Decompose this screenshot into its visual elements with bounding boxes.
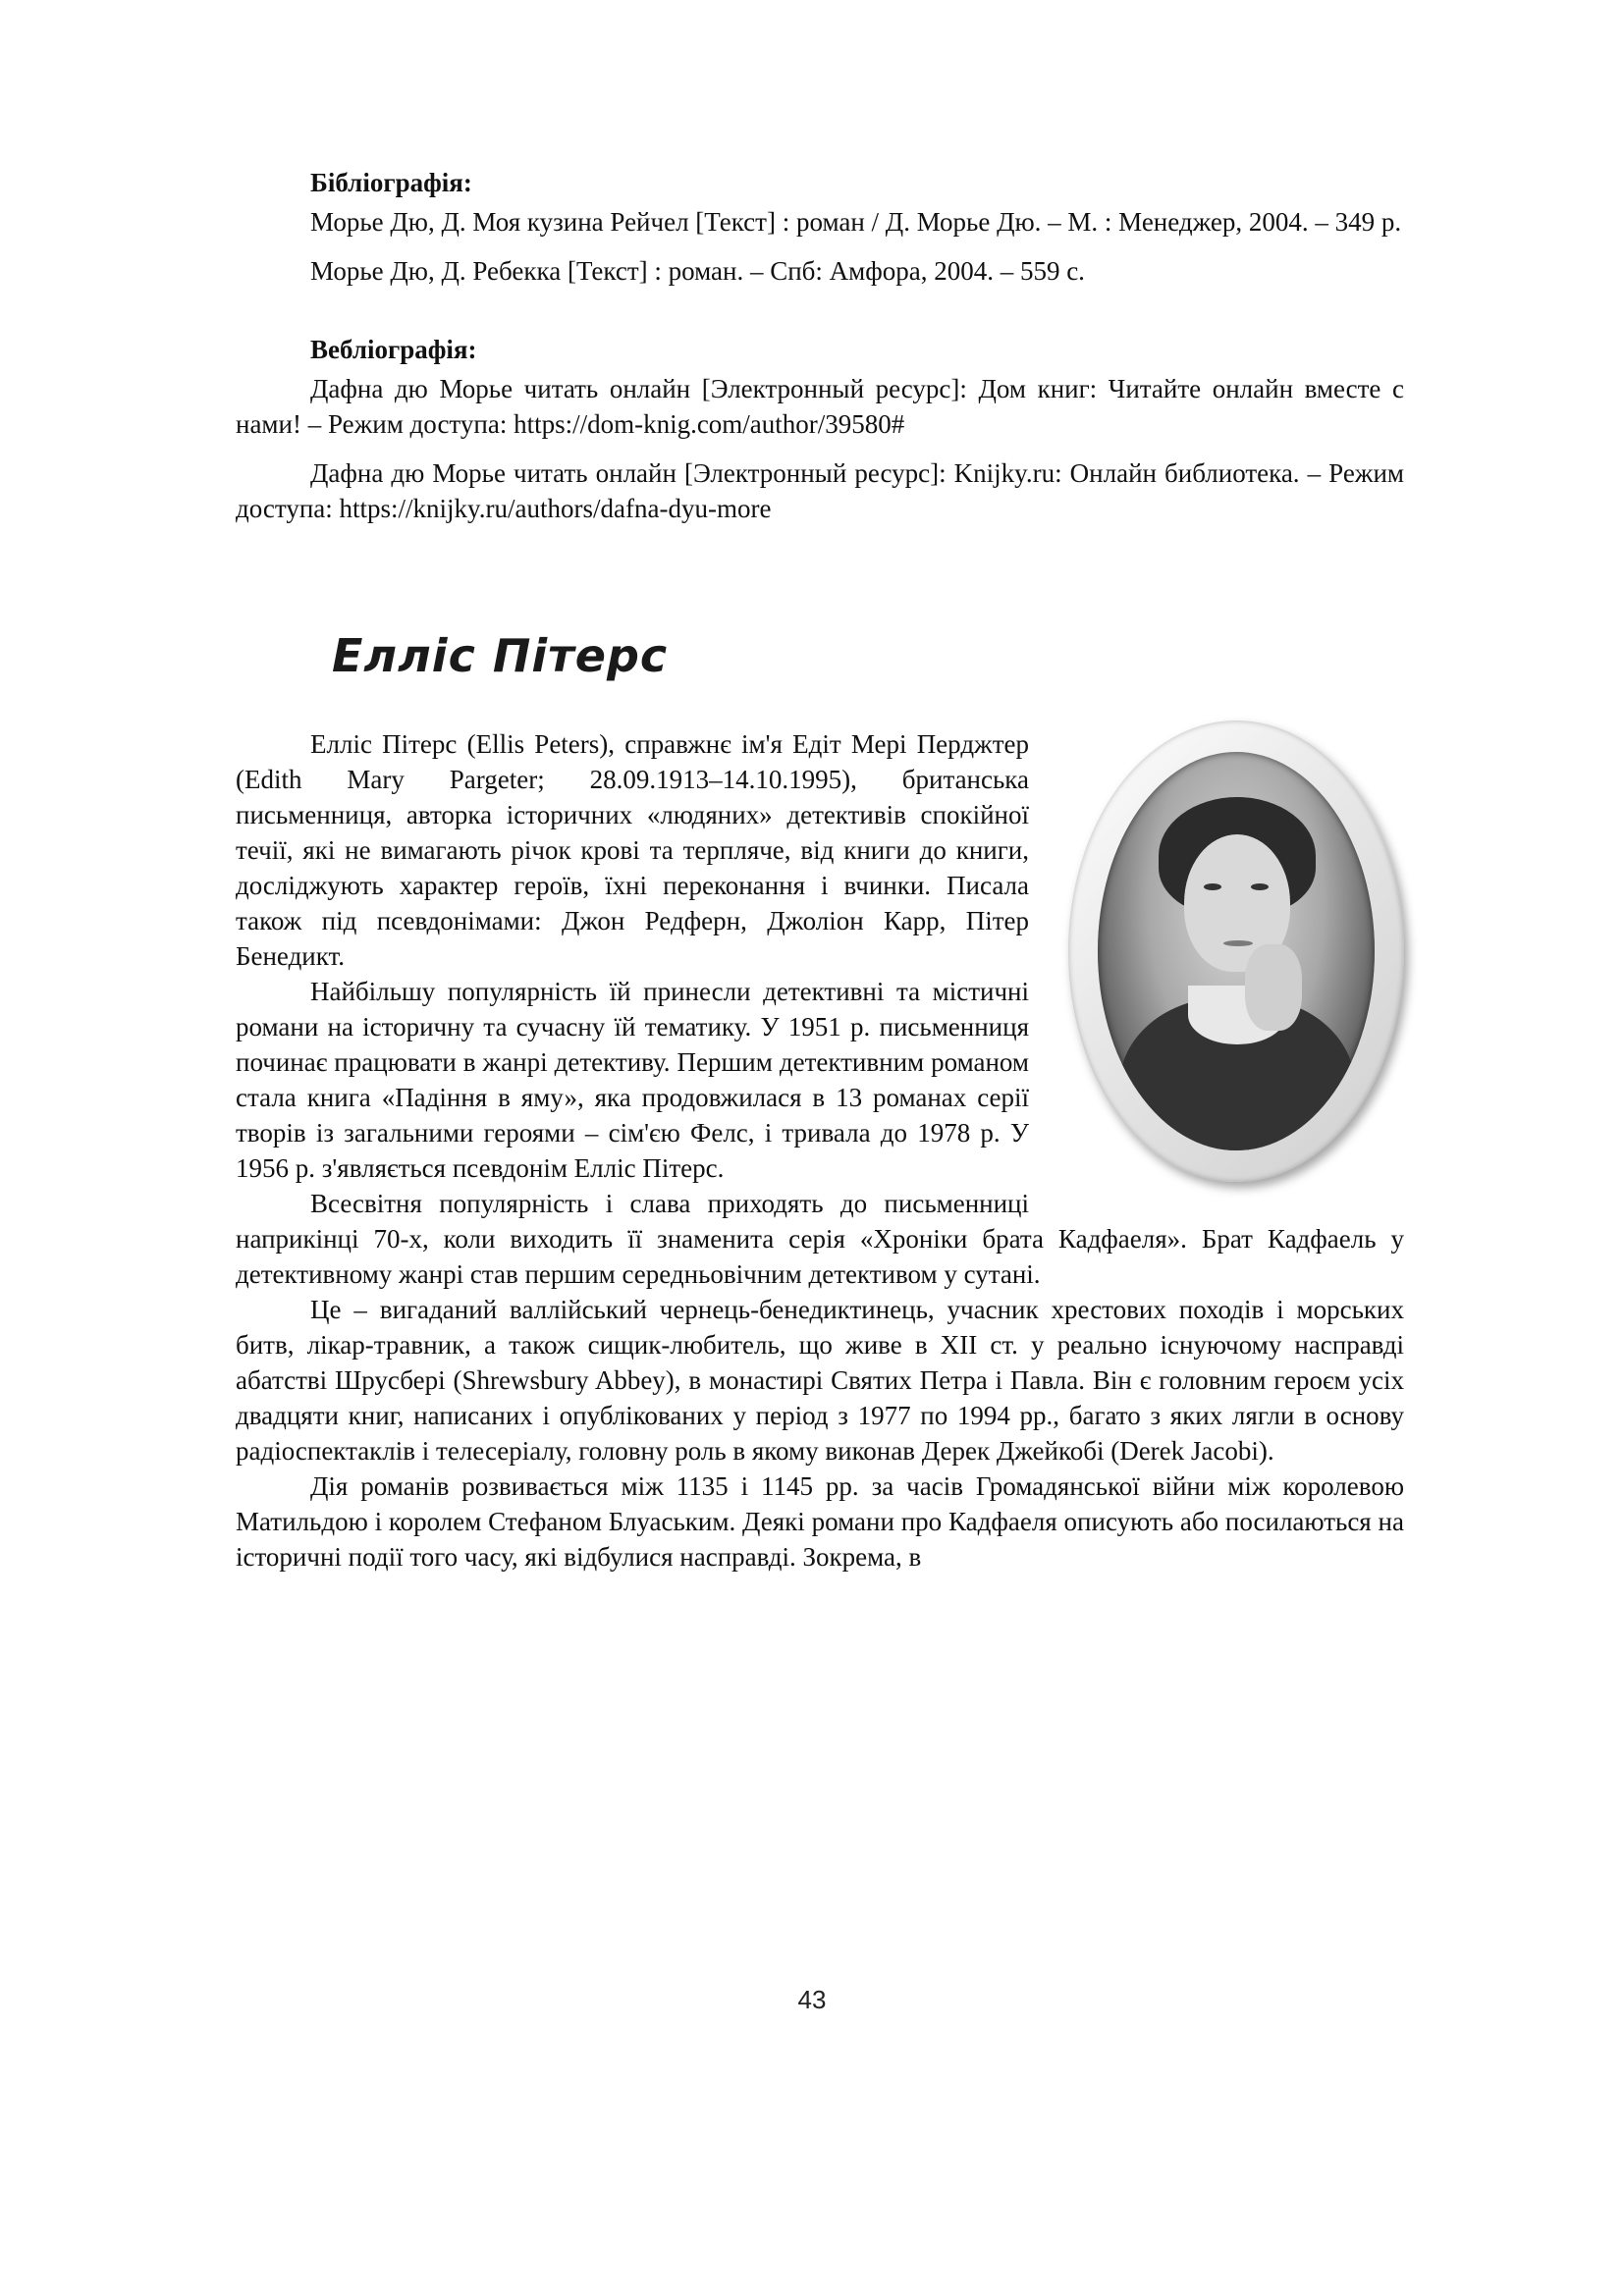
spacer [236,302,1404,332]
webliography-entry: Дафна дю Морье читать онлайн [Электронный ресурс]: Дом книг: Читайте онлайн вместе с нами! – Режим доступа: https://dom-knig.com/author/39580# [236,374,1404,439]
portrait-hand [1245,944,1302,1031]
bibliography-entry: Морье Дю, Д. Ребекка [Текст] : роман. – Спб: Амфора, 2004. – 559 с. [310,256,1085,286]
portrait-eye [1251,883,1269,890]
article-paragraph: Дія романів розвивається між 1135 і 1145 рр. за часів Громадянської війни між королевою Матильдою і королем Стефаном Блуаським. Деякі романи про Кадфаеля описують або посилаються на історичні події того часу, які відбулися насправді. Зокрема, в [236,1471,1404,1572]
spacer [236,540,1404,628]
bibliography-entry: Морье Дю, Д. Моя кузина Рейчел [Текст] : роман / Д. Морье Дю. – М. : Менеджер, 2004. – 349 р. [310,207,1402,237]
webliography-heading: Вебліографія: [310,335,477,364]
webliography-entry: Дафна дю Морье читать онлайн [Электронный ресурс]: Knijky.ru: Онлайн библиотека. – Режим доступа: https://knijky.ru/authors/dafna-dyu-more [236,458,1404,523]
article-paragraph: Це – вигаданий валлійський чернець-бенедиктинець, учасник хрестових походів і морських битв, лікар-травник, а також сищик-любитель, що живе в XII ст. у реально існуючому насправді абатстві Шрусбері (Shrewsbury Abbey), в монастирі Святих Петра і Павла. Він є головним героєм усіх двадцяти книг, написаних і опублікованих у період з 1977 по 1994 рр., багато з яких лягли в основу радіоспектаклів і телесеріалу, головну роль в якому виконав Дерек Джейкобі (Derek Jacobi). [236,1295,1404,1466]
author-portrait [1068,721,1404,1182]
article-paragraph: Елліс Пітерс (Ellis Peters), справжнє ім'я Едіт Мері Перджтер (Edith Mary Pargeter; 28.09.1913–14.10.1995), британська письменниця, авторка історичних «людяних» детективів спокійної течії, які не вимагають річок крові та терпляче, від книги до книги, досліджують характер героїв, їхні переконання і вчинки. Писала також під псевдонімами: Джон Редферн, Джоліон Карр, Пітер Бенедикт. [236,729,1029,971]
article-paragraph: Найбільшу популярність їй принесли детективні та містичні романи на історичну та сучасну їй тематику. У 1951 р. письменниця починає працювати в жанрі детективу. Першим детективним романом стала книга «Падіння в яму», яка продовжилася в 13 романах серії творів із загальними героями – сім'єю Фелс, і тривала до 1978 р. У 1956 р. з'являється псевдонім Елліс Пітерс. [236,977,1029,1183]
bibliography-heading: Бібліографія: [310,168,472,197]
page-number: 43 [797,1985,827,2014]
article-paragraph: Всесвітня популярність і слава приходять до письменниці наприкінці 70-х, коли виходить її знаменита серія «Хроніки брата Кадфаеля». Брат Кадфаель у детективному жанрі став першим середньовічним детективом у сутані. [236,1189,1404,1289]
portrait-photo [1098,752,1375,1150]
article-title: Елліс Пітерс [332,629,669,682]
page-content [236,165,1404,1575]
portrait-mouth [1223,940,1253,946]
portrait-eye [1204,883,1221,890]
